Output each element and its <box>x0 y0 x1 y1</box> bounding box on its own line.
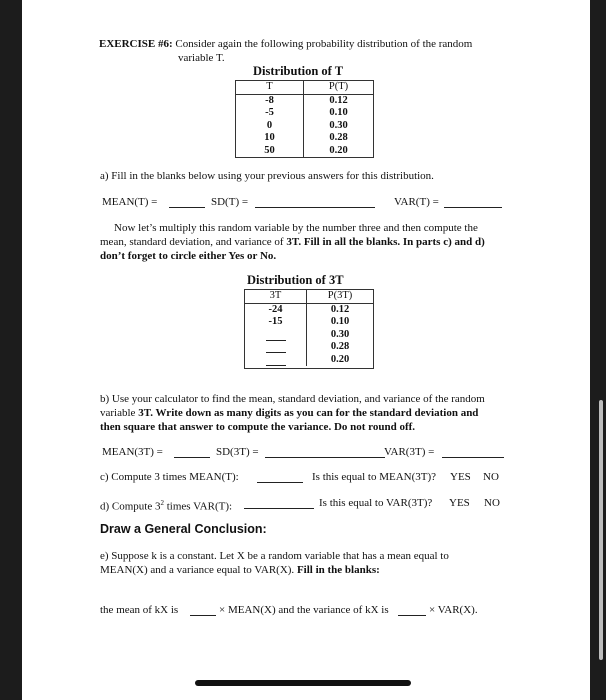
part-d-question: Is this equal to VAR(3T)? <box>319 497 433 509</box>
exercise-line1: Consider again the following probability distribution of the random <box>175 38 473 50</box>
table-t-caption: Distribution of T <box>253 64 344 78</box>
table-cell: -8 <box>236 94 304 107</box>
part-d-text-post: times VAR(T): <box>164 500 233 513</box>
part-c-text: c) Compute 3 times MEAN(T): <box>100 471 239 483</box>
part-b-line1: b) Use your calculator to find the mean, standard deviation, and variance of the random <box>100 393 485 405</box>
table-t-header-row <box>236 81 373 94</box>
var-t-label: VAR(T) = <box>394 196 439 208</box>
table-row <box>245 341 373 354</box>
table-3t-header-p3t: P(3T) <box>307 290 374 303</box>
table-cell: 0 <box>236 120 304 133</box>
mean-3t-label: MEAN(3T) = <box>102 446 163 458</box>
table-cell: -15 <box>245 316 307 329</box>
table-row <box>245 303 373 316</box>
table-t-header-t: T <box>236 81 304 94</box>
part-d-superscript: 2 <box>160 499 164 507</box>
part-e-line2-bold: Fill in the blanks: <box>296 564 380 576</box>
var-kx-blank[interactable] <box>398 605 426 616</box>
part-a-instructions: a) Fill in the blanks below using your previous answers for this distribution. <box>100 170 434 182</box>
part-b-line3: then square that answer to compute the variance. Do not round off. <box>100 421 416 433</box>
final-text-3: × VAR(X). <box>429 604 478 616</box>
exercise-line2: variable T. <box>178 52 225 64</box>
part-d-text <box>100 496 232 514</box>
mean-t-label: MEAN(T) = <box>102 196 158 208</box>
table-cell: -24 <box>245 303 307 316</box>
intro-line2-text: mean, standard deviation, and variance of <box>100 236 287 248</box>
sd-3t-blank[interactable] <box>265 447 385 458</box>
table-row <box>245 354 373 367</box>
sd-t-blank[interactable] <box>255 197 375 208</box>
part-d-text-pre: d) Compute 3 <box>100 500 161 513</box>
part-c-no[interactable]: NO <box>483 471 499 483</box>
table-t-header-pt: P(T) <box>304 81 374 94</box>
final-text-1: the mean of kX is <box>100 604 179 616</box>
var-3t-label: VAR(3T) = <box>384 446 435 458</box>
conclusion-heading: Draw a General Conclusion: <box>100 522 267 536</box>
mean-t-blank[interactable] <box>169 197 205 208</box>
intro-line3: don’t forget to circle either Yes or No. <box>100 250 277 262</box>
exercise-intro <box>99 37 472 51</box>
part-e-line2 <box>100 563 380 577</box>
final-text-2: × MEAN(X) and the variance of kX is <box>219 604 389 616</box>
part-b-line2 <box>100 406 478 420</box>
intro-line2 <box>100 235 485 249</box>
var-t-blank[interactable] <box>444 197 502 208</box>
sd-t-label: SD(T) = <box>211 196 249 208</box>
table-3t-blank-cell[interactable] <box>245 341 307 354</box>
part-b-line2-bold: 3T. Write down as many digits as you can for the standard deviation and <box>138 407 479 419</box>
table-cell: 0.30 <box>329 119 348 131</box>
mean-3t-blank[interactable] <box>174 447 210 458</box>
scrollbar[interactable] <box>599 400 603 660</box>
part-d-no[interactable]: NO <box>484 497 500 509</box>
table-cell: 0.28 <box>329 132 348 143</box>
table-t <box>235 80 374 158</box>
home-indicator[interactable] <box>195 680 411 686</box>
part-c-question: Is this equal to MEAN(3T)? <box>312 471 437 483</box>
table-row <box>245 329 373 342</box>
table-3t-header-row <box>245 290 373 303</box>
part-d-yes[interactable]: YES <box>449 497 470 509</box>
table-3t <box>244 289 374 369</box>
table-cell: 50 <box>236 145 304 158</box>
table-cell: 0.12 <box>330 303 350 315</box>
part-d-blank[interactable] <box>244 498 314 509</box>
exercise-label: EXERCISE #6: <box>99 38 173 50</box>
sd-3t-label: SD(3T) = <box>216 446 259 458</box>
part-b-line2-text: variable <box>100 407 139 419</box>
table-cell: 0.28 <box>330 341 350 352</box>
part-c-blank[interactable] <box>257 472 303 483</box>
worksheet-page <box>22 0 590 700</box>
table-cell: 0.20 <box>330 353 350 365</box>
table-cell: 0.20 <box>329 144 348 156</box>
table-row <box>236 120 373 133</box>
table-3t-blank-cell[interactable] <box>245 354 307 367</box>
table-row <box>236 132 373 145</box>
table-row <box>236 107 373 120</box>
mean-kx-blank[interactable] <box>190 605 216 616</box>
table-cell: -5 <box>236 107 304 120</box>
table-row <box>245 316 373 329</box>
intro-line2-bold: 3T. Fill in all the blanks. In parts c) and d) <box>286 236 485 248</box>
part-e-line2-text: MEAN(X) and a variance equal to VAR(X). <box>100 564 297 576</box>
table-3t-header-3t: 3T <box>245 290 307 303</box>
table-3t-blank-cell[interactable] <box>245 329 307 342</box>
table-row <box>236 94 373 107</box>
table-cell: 0.30 <box>330 328 350 340</box>
table-3t-caption: Distribution of 3T <box>247 273 344 287</box>
table-cell: 0.10 <box>329 107 348 118</box>
var-3t-blank[interactable] <box>442 447 504 458</box>
part-c-yes[interactable]: YES <box>450 471 471 483</box>
part-e-line1: e) Suppose k is a constant. Let X be a random variable that has a mean equal to <box>100 550 449 562</box>
table-cell: 10 <box>236 132 304 145</box>
table-cell: 0.12 <box>329 94 348 106</box>
intro-line1: Now let’s multiply this random variable by the number three and then compute the <box>114 222 478 234</box>
table-row <box>236 145 373 158</box>
table-cell: 0.10 <box>330 316 350 327</box>
